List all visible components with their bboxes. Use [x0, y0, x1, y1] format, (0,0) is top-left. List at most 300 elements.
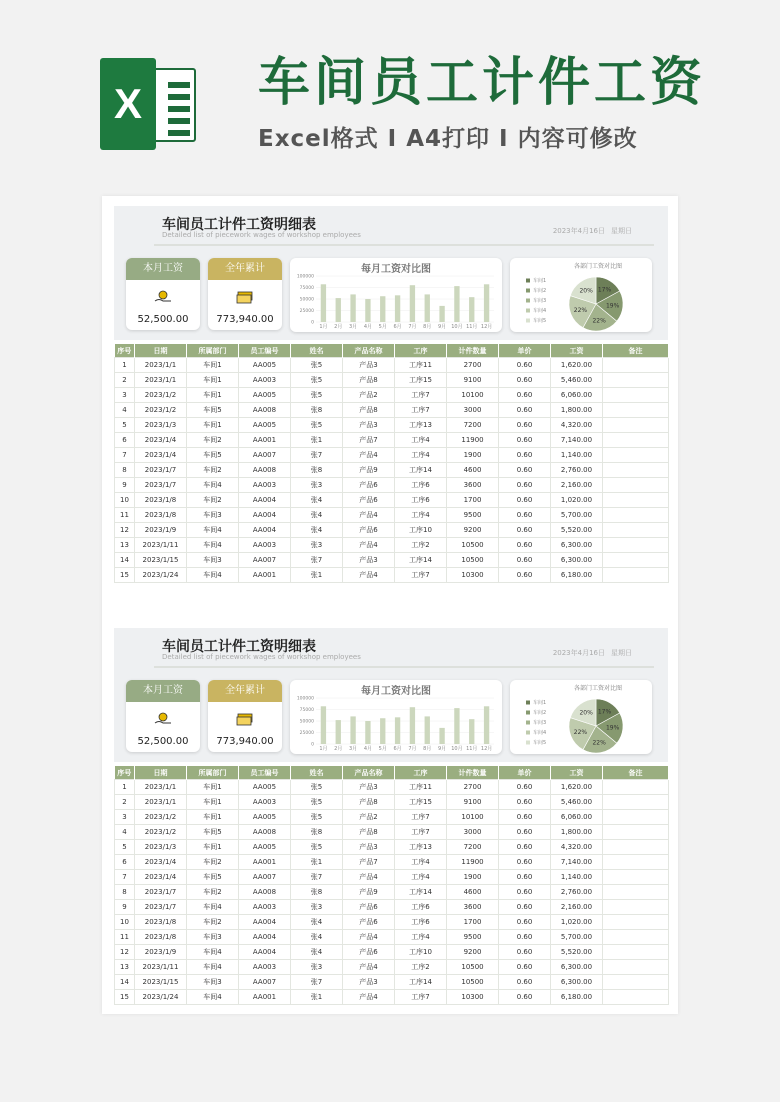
table-cell[interactable]: 2,760.00: [551, 885, 603, 900]
table-cell[interactable]: 车间1: [187, 388, 239, 403]
table-cell[interactable]: 12: [115, 523, 135, 538]
table-cell[interactable]: 13: [115, 538, 135, 553]
table-cell[interactable]: 张3: [291, 538, 343, 553]
table-cell[interactable]: 15: [115, 990, 135, 1005]
table-cell[interactable]: AA001: [239, 990, 291, 1005]
table-cell[interactable]: 车间4: [187, 990, 239, 1005]
table-cell[interactable]: 2: [115, 795, 135, 810]
table-cell[interactable]: 6,060.00: [551, 388, 603, 403]
table-cell[interactable]: [603, 568, 669, 583]
table-cell[interactable]: 张7: [291, 553, 343, 568]
table-cell[interactable]: 0.60: [499, 915, 551, 930]
table-cell[interactable]: 7200: [447, 840, 499, 855]
table-cell[interactable]: 1: [115, 780, 135, 795]
table-cell[interactable]: 11: [115, 508, 135, 523]
table-cell[interactable]: 产品6: [343, 915, 395, 930]
table-cell[interactable]: 车间5: [187, 870, 239, 885]
table-cell[interactable]: [603, 418, 669, 433]
table-cell[interactable]: 5,520.00: [551, 945, 603, 960]
table-cell[interactable]: 1700: [447, 493, 499, 508]
table-cell[interactable]: AA004: [239, 508, 291, 523]
table-cell[interactable]: 产品4: [343, 538, 395, 553]
table-cell[interactable]: 2023/1/8: [135, 493, 187, 508]
table-cell[interactable]: 5,700.00: [551, 930, 603, 945]
table-cell[interactable]: 1,800.00: [551, 403, 603, 418]
table-cell[interactable]: 2023/1/24: [135, 568, 187, 583]
table-cell[interactable]: 0.60: [499, 990, 551, 1005]
table-cell[interactable]: AA005: [239, 418, 291, 433]
table-cell[interactable]: 车间5: [187, 448, 239, 463]
table-cell[interactable]: 车间3: [187, 508, 239, 523]
table-cell[interactable]: 15: [115, 568, 135, 583]
table-cell[interactable]: 工序13: [395, 840, 447, 855]
table-cell[interactable]: 2700: [447, 358, 499, 373]
table-cell[interactable]: 0.60: [499, 960, 551, 975]
table-cell[interactable]: 产品9: [343, 463, 395, 478]
table-cell[interactable]: AA001: [239, 568, 291, 583]
table-cell[interactable]: 0.60: [499, 463, 551, 478]
table-cell[interactable]: 0.60: [499, 553, 551, 568]
table-cell[interactable]: 车间5: [187, 403, 239, 418]
table-cell[interactable]: 产品3: [343, 780, 395, 795]
table-cell[interactable]: [603, 433, 669, 448]
table-cell[interactable]: 8: [115, 885, 135, 900]
table-cell[interactable]: 4600: [447, 885, 499, 900]
table-cell[interactable]: 2023/1/4: [135, 855, 187, 870]
table-cell[interactable]: 0.60: [499, 403, 551, 418]
table-cell[interactable]: 0.60: [499, 373, 551, 388]
table-cell[interactable]: 2023/1/8: [135, 915, 187, 930]
table-cell[interactable]: [603, 448, 669, 463]
table-cell[interactable]: 0.60: [499, 870, 551, 885]
table-cell[interactable]: AA007: [239, 870, 291, 885]
table-cell[interactable]: 2700: [447, 780, 499, 795]
table-cell[interactable]: 2023/1/2: [135, 388, 187, 403]
table-cell[interactable]: 张8: [291, 825, 343, 840]
table-cell[interactable]: 车间2: [187, 885, 239, 900]
table-cell[interactable]: 产品6: [343, 478, 395, 493]
table-cell[interactable]: 9: [115, 478, 135, 493]
table-cell[interactable]: 1: [115, 358, 135, 373]
table-cell[interactable]: 2023/1/3: [135, 840, 187, 855]
table-cell[interactable]: 2023/1/9: [135, 945, 187, 960]
table-cell[interactable]: 0.60: [499, 945, 551, 960]
table-cell[interactable]: 0.60: [499, 433, 551, 448]
table-cell[interactable]: 张7: [291, 975, 343, 990]
table-cell[interactable]: 7: [115, 870, 135, 885]
table-cell[interactable]: 2023/1/7: [135, 478, 187, 493]
table-cell[interactable]: 0.60: [499, 900, 551, 915]
table-cell[interactable]: 5: [115, 418, 135, 433]
table-cell[interactable]: 11900: [447, 855, 499, 870]
table-cell[interactable]: 张3: [291, 900, 343, 915]
table-cell[interactable]: 张1: [291, 990, 343, 1005]
table-cell[interactable]: 0.60: [499, 840, 551, 855]
table-cell[interactable]: 1700: [447, 915, 499, 930]
table-cell[interactable]: [603, 960, 669, 975]
table-cell[interactable]: 产品7: [343, 433, 395, 448]
table-cell[interactable]: 产品8: [343, 825, 395, 840]
table-cell[interactable]: 3600: [447, 900, 499, 915]
table-cell[interactable]: 2023/1/2: [135, 403, 187, 418]
table-cell[interactable]: 工序10: [395, 523, 447, 538]
table-cell[interactable]: 4,320.00: [551, 418, 603, 433]
table-cell[interactable]: 张5: [291, 840, 343, 855]
table-cell[interactable]: 2023/1/11: [135, 960, 187, 975]
table-cell[interactable]: 工序6: [395, 493, 447, 508]
table-cell[interactable]: 车间1: [187, 373, 239, 388]
table-cell[interactable]: 10100: [447, 388, 499, 403]
table-cell[interactable]: 张1: [291, 568, 343, 583]
table-cell[interactable]: 2023/1/8: [135, 508, 187, 523]
table-cell[interactable]: 产品8: [343, 373, 395, 388]
table-cell[interactable]: 工序14: [395, 975, 447, 990]
table-cell[interactable]: 工序11: [395, 358, 447, 373]
table-cell[interactable]: 6,300.00: [551, 960, 603, 975]
table-cell[interactable]: 3000: [447, 403, 499, 418]
table-cell[interactable]: 车间4: [187, 568, 239, 583]
table-cell[interactable]: 张5: [291, 810, 343, 825]
table-cell[interactable]: AA001: [239, 433, 291, 448]
table-cell[interactable]: 张8: [291, 885, 343, 900]
table-cell[interactable]: 工序7: [395, 825, 447, 840]
table-cell[interactable]: AA005: [239, 358, 291, 373]
table-cell[interactable]: 张7: [291, 870, 343, 885]
table-cell[interactable]: [603, 493, 669, 508]
table-cell[interactable]: 0.60: [499, 780, 551, 795]
table-cell[interactable]: [603, 508, 669, 523]
table-cell[interactable]: 10100: [447, 810, 499, 825]
table-cell[interactable]: [603, 553, 669, 568]
table-cell[interactable]: 0.60: [499, 358, 551, 373]
table-cell[interactable]: 0.60: [499, 930, 551, 945]
table-cell[interactable]: 7,140.00: [551, 433, 603, 448]
table-cell[interactable]: [603, 915, 669, 930]
table-cell[interactable]: 张1: [291, 433, 343, 448]
table-cell[interactable]: 6,180.00: [551, 990, 603, 1005]
table-cell[interactable]: 车间5: [187, 825, 239, 840]
table-cell[interactable]: 6: [115, 433, 135, 448]
table-cell[interactable]: [603, 855, 669, 870]
table-cell[interactable]: 车间2: [187, 463, 239, 478]
table-cell[interactable]: 产品3: [343, 418, 395, 433]
table-cell[interactable]: 2023/1/8: [135, 930, 187, 945]
table-cell[interactable]: 2023/1/11: [135, 538, 187, 553]
table-cell[interactable]: 14: [115, 553, 135, 568]
table-cell[interactable]: 2023/1/2: [135, 825, 187, 840]
table-cell[interactable]: 张4: [291, 945, 343, 960]
table-cell[interactable]: 2023/1/7: [135, 463, 187, 478]
table-cell[interactable]: 工序15: [395, 795, 447, 810]
table-cell[interactable]: 0.60: [499, 855, 551, 870]
table-cell[interactable]: 产品4: [343, 960, 395, 975]
table-cell[interactable]: [603, 523, 669, 538]
table-cell[interactable]: 5,460.00: [551, 373, 603, 388]
table-cell[interactable]: 工序14: [395, 885, 447, 900]
table-cell[interactable]: 10500: [447, 975, 499, 990]
table-cell[interactable]: AA005: [239, 840, 291, 855]
table-cell[interactable]: 张4: [291, 493, 343, 508]
table-cell[interactable]: [603, 900, 669, 915]
table-cell[interactable]: 工序6: [395, 915, 447, 930]
table-cell[interactable]: 2023/1/1: [135, 358, 187, 373]
table-cell[interactable]: 0.60: [499, 418, 551, 433]
table-cell[interactable]: 产品6: [343, 523, 395, 538]
table-cell[interactable]: [603, 825, 669, 840]
table-cell[interactable]: 产品4: [343, 990, 395, 1005]
table-cell[interactable]: 车间4: [187, 523, 239, 538]
table-cell[interactable]: AA004: [239, 945, 291, 960]
table-cell[interactable]: 0.60: [499, 493, 551, 508]
table-cell[interactable]: 4: [115, 825, 135, 840]
table-cell[interactable]: AA004: [239, 930, 291, 945]
table-cell[interactable]: 车间1: [187, 840, 239, 855]
table-cell[interactable]: AA008: [239, 825, 291, 840]
table-cell[interactable]: 产品4: [343, 870, 395, 885]
table-cell[interactable]: AA007: [239, 975, 291, 990]
table-cell[interactable]: 14: [115, 975, 135, 990]
table-cell[interactable]: 张8: [291, 403, 343, 418]
table-cell[interactable]: 车间2: [187, 433, 239, 448]
table-cell[interactable]: 1,140.00: [551, 448, 603, 463]
table-cell[interactable]: 产品4: [343, 508, 395, 523]
table-cell[interactable]: 0.60: [499, 508, 551, 523]
table-cell[interactable]: 2023/1/2: [135, 810, 187, 825]
table-cell[interactable]: 5: [115, 840, 135, 855]
table-cell[interactable]: 车间1: [187, 418, 239, 433]
table-cell[interactable]: [603, 478, 669, 493]
table-cell[interactable]: 2023/1/1: [135, 373, 187, 388]
table-cell[interactable]: 3: [115, 810, 135, 825]
table-cell[interactable]: [603, 538, 669, 553]
table-cell[interactable]: 产品8: [343, 795, 395, 810]
table-cell[interactable]: 1,020.00: [551, 915, 603, 930]
table-cell[interactable]: 车间4: [187, 960, 239, 975]
table-cell[interactable]: 2023/1/9: [135, 523, 187, 538]
table-cell[interactable]: 产品8: [343, 403, 395, 418]
table-cell[interactable]: 0.60: [499, 538, 551, 553]
table-cell[interactable]: AA005: [239, 810, 291, 825]
table-cell[interactable]: 3600: [447, 478, 499, 493]
table-cell[interactable]: 张4: [291, 508, 343, 523]
table-cell[interactable]: AA003: [239, 960, 291, 975]
table-cell[interactable]: 张5: [291, 418, 343, 433]
table-cell[interactable]: 1,020.00: [551, 493, 603, 508]
table-cell[interactable]: AA005: [239, 780, 291, 795]
table-cell[interactable]: 1900: [447, 870, 499, 885]
table-cell[interactable]: 9: [115, 900, 135, 915]
table-cell[interactable]: 工序7: [395, 990, 447, 1005]
table-cell[interactable]: 车间1: [187, 810, 239, 825]
table-cell[interactable]: 7200: [447, 418, 499, 433]
table-cell[interactable]: 车间1: [187, 795, 239, 810]
table-cell[interactable]: 5,460.00: [551, 795, 603, 810]
table-cell[interactable]: 工序4: [395, 433, 447, 448]
table-cell[interactable]: 9100: [447, 795, 499, 810]
table-cell[interactable]: 6,300.00: [551, 553, 603, 568]
table-cell[interactable]: 1,620.00: [551, 780, 603, 795]
table-cell[interactable]: 产品4: [343, 568, 395, 583]
table-cell[interactable]: 张4: [291, 915, 343, 930]
table-cell[interactable]: 10500: [447, 960, 499, 975]
table-cell[interactable]: 张4: [291, 930, 343, 945]
table-cell[interactable]: 1,140.00: [551, 870, 603, 885]
table-cell[interactable]: 车间4: [187, 538, 239, 553]
table-cell[interactable]: 2023/1/4: [135, 448, 187, 463]
table-cell[interactable]: [603, 975, 669, 990]
table-cell[interactable]: 车间4: [187, 945, 239, 960]
table-cell[interactable]: 车间2: [187, 493, 239, 508]
table-cell[interactable]: AA003: [239, 373, 291, 388]
table-cell[interactable]: 0.60: [499, 975, 551, 990]
table-cell[interactable]: 1900: [447, 448, 499, 463]
table-cell[interactable]: 产品6: [343, 900, 395, 915]
table-cell[interactable]: 工序2: [395, 538, 447, 553]
table-cell[interactable]: 张4: [291, 523, 343, 538]
table-cell[interactable]: 车间3: [187, 930, 239, 945]
table-cell[interactable]: 产品9: [343, 885, 395, 900]
table-cell[interactable]: 产品4: [343, 448, 395, 463]
table-cell[interactable]: 2023/1/7: [135, 885, 187, 900]
table-cell[interactable]: 张5: [291, 373, 343, 388]
table-cell[interactable]: 9500: [447, 508, 499, 523]
table-cell[interactable]: [603, 388, 669, 403]
table-cell[interactable]: [603, 930, 669, 945]
table-cell[interactable]: 0.60: [499, 568, 551, 583]
table-cell[interactable]: 10500: [447, 553, 499, 568]
table-cell[interactable]: 工序10: [395, 945, 447, 960]
table-cell[interactable]: 工序14: [395, 553, 447, 568]
table-cell[interactable]: 1,800.00: [551, 825, 603, 840]
table-cell[interactable]: 张3: [291, 960, 343, 975]
table-cell[interactable]: 4: [115, 403, 135, 418]
table-cell[interactable]: 2,160.00: [551, 478, 603, 493]
table-cell[interactable]: 10: [115, 915, 135, 930]
table-cell[interactable]: 工序15: [395, 373, 447, 388]
table-cell[interactable]: 2,160.00: [551, 900, 603, 915]
table-cell[interactable]: 产品2: [343, 388, 395, 403]
table-cell[interactable]: 工序7: [395, 810, 447, 825]
table-cell[interactable]: 7,140.00: [551, 855, 603, 870]
table-cell[interactable]: 2: [115, 373, 135, 388]
table-cell[interactable]: 工序7: [395, 403, 447, 418]
table-cell[interactable]: 2023/1/1: [135, 795, 187, 810]
table-cell[interactable]: 10: [115, 493, 135, 508]
table-cell[interactable]: 2,760.00: [551, 463, 603, 478]
table-cell[interactable]: 5,700.00: [551, 508, 603, 523]
table-cell[interactable]: 工序4: [395, 508, 447, 523]
table-cell[interactable]: AA008: [239, 885, 291, 900]
table-cell[interactable]: 0.60: [499, 478, 551, 493]
table-cell[interactable]: 4,320.00: [551, 840, 603, 855]
table-cell[interactable]: AA005: [239, 388, 291, 403]
table-cell[interactable]: AA003: [239, 795, 291, 810]
table-cell[interactable]: [603, 373, 669, 388]
table-cell[interactable]: [603, 810, 669, 825]
table-cell[interactable]: 1,620.00: [551, 358, 603, 373]
table-cell[interactable]: 8: [115, 463, 135, 478]
table-cell[interactable]: 产品3: [343, 840, 395, 855]
table-cell[interactable]: 张1: [291, 855, 343, 870]
table-cell[interactable]: 工序7: [395, 568, 447, 583]
table-cell[interactable]: 2023/1/4: [135, 870, 187, 885]
table-cell[interactable]: AA007: [239, 553, 291, 568]
table-cell[interactable]: AA003: [239, 478, 291, 493]
table-cell[interactable]: 车间4: [187, 478, 239, 493]
table-cell[interactable]: 产品3: [343, 553, 395, 568]
table-cell[interactable]: 5,520.00: [551, 523, 603, 538]
table-cell[interactable]: AA008: [239, 403, 291, 418]
table-cell[interactable]: 7: [115, 448, 135, 463]
table-cell[interactable]: 张5: [291, 795, 343, 810]
table-cell[interactable]: AA001: [239, 855, 291, 870]
table-cell[interactable]: 2023/1/24: [135, 990, 187, 1005]
table-cell[interactable]: 6,300.00: [551, 975, 603, 990]
table-cell[interactable]: 产品2: [343, 810, 395, 825]
table-cell[interactable]: 6: [115, 855, 135, 870]
table-cell[interactable]: 0.60: [499, 795, 551, 810]
table-cell[interactable]: [603, 403, 669, 418]
table-cell[interactable]: 工序14: [395, 463, 447, 478]
table-cell[interactable]: 工序6: [395, 478, 447, 493]
table-cell[interactable]: 6,300.00: [551, 538, 603, 553]
table-cell[interactable]: [603, 870, 669, 885]
table-cell[interactable]: 车间3: [187, 553, 239, 568]
table-cell[interactable]: AA004: [239, 493, 291, 508]
table-cell[interactable]: AA004: [239, 523, 291, 538]
table-cell[interactable]: 3: [115, 388, 135, 403]
table-cell[interactable]: 9200: [447, 523, 499, 538]
table-cell[interactable]: AA007: [239, 448, 291, 463]
table-cell[interactable]: 9500: [447, 930, 499, 945]
table-cell[interactable]: 9200: [447, 945, 499, 960]
table-cell[interactable]: [603, 463, 669, 478]
table-cell[interactable]: 0.60: [499, 523, 551, 538]
table-cell[interactable]: 11: [115, 930, 135, 945]
table-cell[interactable]: 产品6: [343, 493, 395, 508]
table-cell[interactable]: 产品6: [343, 945, 395, 960]
table-cell[interactable]: 12: [115, 945, 135, 960]
table-cell[interactable]: AA003: [239, 538, 291, 553]
table-cell[interactable]: 2023/1/1: [135, 780, 187, 795]
table-cell[interactable]: 产品4: [343, 930, 395, 945]
table-cell[interactable]: 工序2: [395, 960, 447, 975]
table-cell[interactable]: 车间1: [187, 358, 239, 373]
table-cell[interactable]: 张5: [291, 358, 343, 373]
table-cell[interactable]: 张8: [291, 463, 343, 478]
table-cell[interactable]: 车间4: [187, 900, 239, 915]
table-cell[interactable]: 6,180.00: [551, 568, 603, 583]
table-cell[interactable]: 9100: [447, 373, 499, 388]
table-cell[interactable]: AA008: [239, 463, 291, 478]
table-cell[interactable]: 产品7: [343, 855, 395, 870]
table-cell[interactable]: 工序6: [395, 900, 447, 915]
table-cell[interactable]: [603, 795, 669, 810]
table-cell[interactable]: [603, 885, 669, 900]
table-cell[interactable]: 3000: [447, 825, 499, 840]
table-cell[interactable]: 张5: [291, 388, 343, 403]
table-cell[interactable]: 车间2: [187, 915, 239, 930]
table-cell[interactable]: 10300: [447, 568, 499, 583]
table-cell[interactable]: [603, 358, 669, 373]
table-cell[interactable]: 0.60: [499, 825, 551, 840]
table-cell[interactable]: 工序4: [395, 930, 447, 945]
table-cell[interactable]: [603, 945, 669, 960]
table-cell[interactable]: AA003: [239, 900, 291, 915]
table-cell[interactable]: 车间3: [187, 975, 239, 990]
table-cell[interactable]: 11900: [447, 433, 499, 448]
table-cell[interactable]: 6,060.00: [551, 810, 603, 825]
